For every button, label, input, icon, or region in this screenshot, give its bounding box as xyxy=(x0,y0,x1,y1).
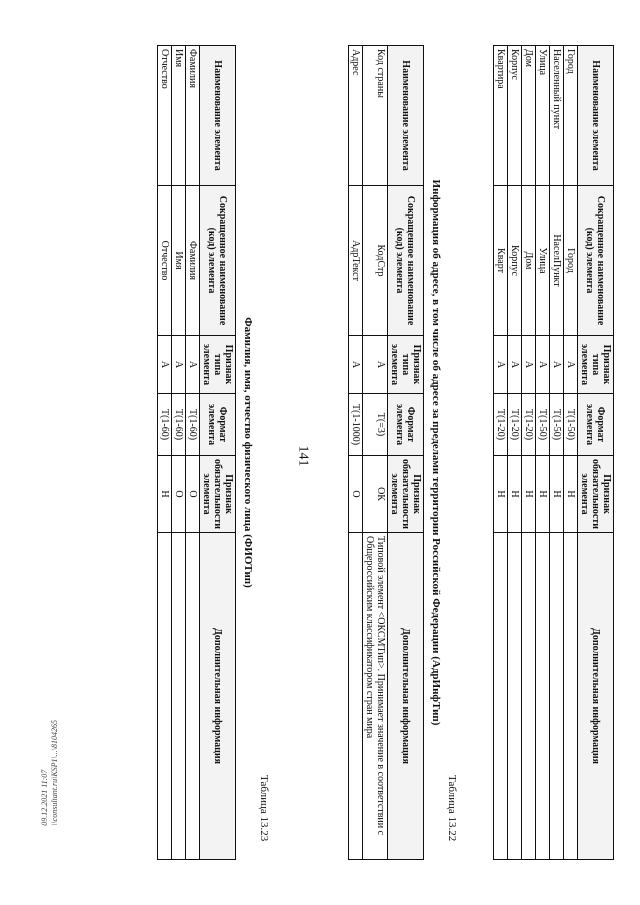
table-cell: T(1-1000) xyxy=(349,394,363,456)
table-cell: T(=3) xyxy=(363,394,388,456)
column-header: Формат элемента xyxy=(578,394,614,456)
table-cell: Корпус xyxy=(508,186,522,336)
table-cell: Отчество xyxy=(158,186,172,336)
table-cell: T(1-60) xyxy=(186,394,200,456)
person-name-table xyxy=(157,45,236,860)
column-header: Дополнительная информация xyxy=(578,533,614,860)
table-cell: А xyxy=(186,336,200,394)
table-cell: А xyxy=(536,336,550,394)
print-stamp xyxy=(40,720,60,826)
table-body xyxy=(158,46,200,860)
table-cell: НаселПункт xyxy=(550,186,564,336)
column-header: Наименование элемента xyxy=(388,46,424,186)
stamp-line: 09.12.2021 11:07 xyxy=(40,769,49,826)
table-row xyxy=(349,46,363,860)
table-cell: Населенный пункт xyxy=(550,46,564,186)
table-row xyxy=(186,46,200,860)
table-cell: А xyxy=(363,336,388,394)
column-header: Сокращенное наименование (код) элемента xyxy=(388,186,424,336)
stamp-line: \\consultant.ru\KSP1\...\8104265 xyxy=(50,720,59,826)
table-cell: ОК xyxy=(363,456,388,533)
table-cell xyxy=(494,533,508,860)
table-cell: Н xyxy=(564,456,578,533)
table-body xyxy=(349,46,388,860)
table-cell xyxy=(186,533,200,860)
table-cell: Дом xyxy=(522,186,536,336)
table-header-row xyxy=(388,46,424,860)
table-cell: Корпус xyxy=(508,46,522,186)
table-cell: Кварт xyxy=(494,186,508,336)
table-header-row xyxy=(200,46,236,860)
table-cell: А xyxy=(349,336,363,394)
table-cell xyxy=(522,533,536,860)
table-cell: T(1-50) xyxy=(536,394,550,456)
table-row xyxy=(363,46,388,860)
table-cell: Н xyxy=(494,456,508,533)
table-cell xyxy=(349,533,363,860)
table-row xyxy=(494,46,508,860)
table-cell: Дом xyxy=(522,46,536,186)
table-cell: Н xyxy=(158,456,172,533)
table-row xyxy=(550,46,564,860)
table-cell: А xyxy=(564,336,578,394)
column-header: Признак обязательности элемента xyxy=(578,456,614,533)
table-cell: Фамилия xyxy=(186,46,200,186)
table-cell: О xyxy=(349,456,363,533)
table-cell xyxy=(536,533,550,860)
table-cell: T(1-20) xyxy=(522,394,536,456)
column-header: Признак типа элемента xyxy=(200,336,236,394)
table-cell: T(1-50) xyxy=(550,394,564,456)
table-cell: T(1-20) xyxy=(494,394,508,456)
table-cell: Квартира xyxy=(494,46,508,186)
table-cell: А xyxy=(522,336,536,394)
column-header: Дополнительная информация xyxy=(200,533,236,860)
table-cell: Код страны xyxy=(363,46,388,186)
address-table-continued xyxy=(493,45,614,860)
table-cell xyxy=(564,533,578,860)
address-info-table xyxy=(348,45,424,860)
table-cell: T(1-50) xyxy=(564,394,578,456)
table-cell: О xyxy=(186,456,200,533)
table-cell: КодСтр xyxy=(363,186,388,336)
table-cell: Типовой элемент <ОКСМТип>. Принимает значение в соответствии с Общероссийским классификатором стран мира xyxy=(363,533,388,860)
table-cell: T(1-20) xyxy=(508,394,522,456)
table-cell xyxy=(172,533,186,860)
table-row xyxy=(564,46,578,860)
table-row xyxy=(522,46,536,860)
table-cell: Н xyxy=(550,456,564,533)
table-cell: Имя xyxy=(172,46,186,186)
table-row xyxy=(158,46,172,860)
table-title: Информация об адресе, в том числе об адресе за пределами территории Российской Федерации (АдрИнфТип) xyxy=(430,179,442,726)
column-header: Формат элемента xyxy=(388,394,424,456)
column-header: Признак обязательности элемента xyxy=(200,456,236,533)
table-cell: Фамилия xyxy=(186,186,200,336)
table-cell: Н xyxy=(536,456,550,533)
table-cell: А xyxy=(550,336,564,394)
column-header: Наименование элемента xyxy=(578,46,614,186)
table-cell: Имя xyxy=(172,186,186,336)
column-header: Сокращенное наименование (код) элемента xyxy=(578,186,614,336)
table-cell: Город xyxy=(564,186,578,336)
column-header: Наименование элемента xyxy=(200,46,236,186)
table-row xyxy=(172,46,186,860)
column-header: Признак обязательности элемента xyxy=(388,456,424,533)
table-cell xyxy=(550,533,564,860)
column-header: Формат элемента xyxy=(200,394,236,456)
table-body xyxy=(494,46,578,860)
table-caption: Таблица 13.23 xyxy=(258,775,270,842)
table-cell: Улица xyxy=(536,46,550,186)
table-cell: Отчество xyxy=(158,46,172,186)
table-cell: А xyxy=(172,336,186,394)
table-cell: АдрТекст xyxy=(349,186,363,336)
column-header: Признак типа элемента xyxy=(578,336,614,394)
table-cell: А xyxy=(494,336,508,394)
table-cell xyxy=(158,533,172,860)
table-cell: А xyxy=(508,336,522,394)
table-cell: Н xyxy=(522,456,536,533)
column-header: Дополнительная информация xyxy=(388,533,424,860)
table-cell: Н xyxy=(508,456,522,533)
table-caption: Таблица 13.22 xyxy=(446,775,458,842)
table-cell: Город xyxy=(564,46,578,186)
table-cell: О xyxy=(172,456,186,533)
column-header: Сокращенное наименование (код) элемента xyxy=(200,186,236,336)
table-row xyxy=(536,46,550,860)
table-cell: А xyxy=(158,336,172,394)
table-row xyxy=(508,46,522,860)
page-number: 141 xyxy=(295,445,311,467)
table-cell xyxy=(508,533,522,860)
table-cell: Адрес xyxy=(349,46,363,186)
column-header: Признак типа элемента xyxy=(388,336,424,394)
table-cell: T(1-60) xyxy=(158,394,172,456)
table-header-row xyxy=(578,46,614,860)
table-cell: Улица xyxy=(536,186,550,336)
table-title: Фамилия, имя, отчество физического лица (ФИОТип) xyxy=(242,317,254,588)
table-cell: T(1-60) xyxy=(172,394,186,456)
